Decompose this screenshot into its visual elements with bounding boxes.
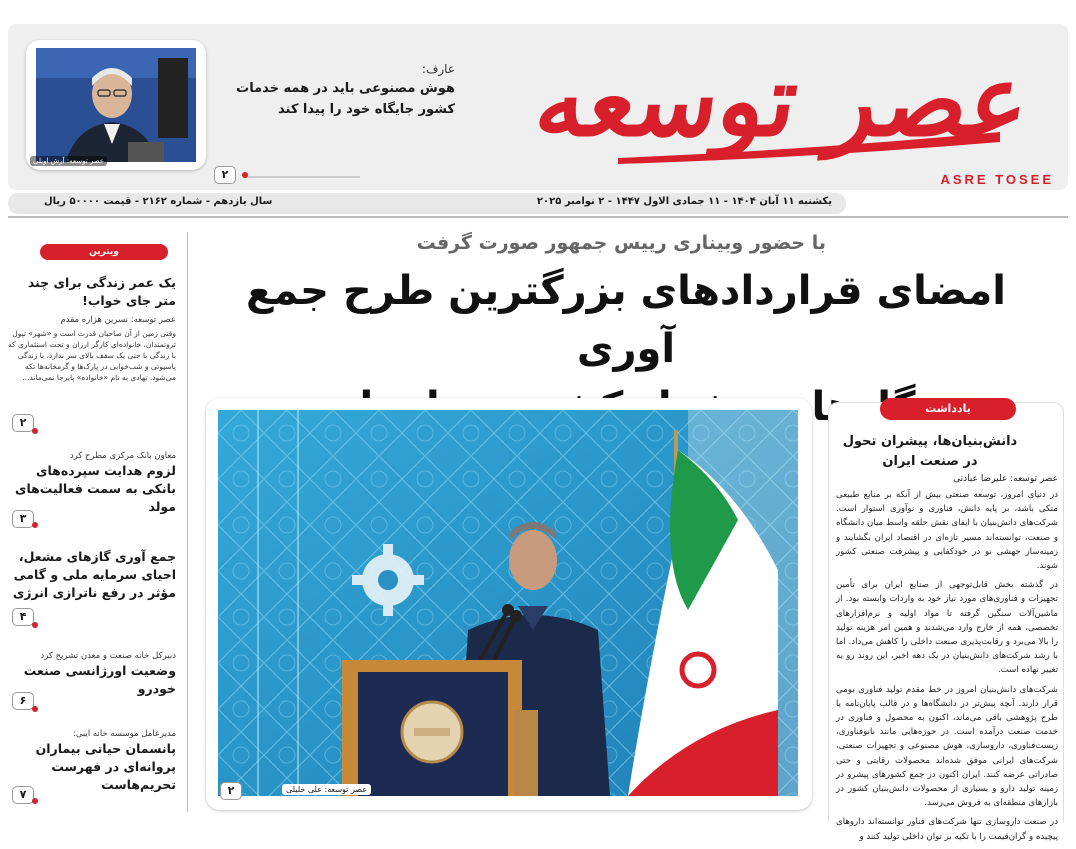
page-number-badge[interactable]: ۲ <box>214 166 236 184</box>
sidebar-story[interactable] <box>6 728 176 794</box>
editorial-paragraph: شرکت‌های دانش‌بنیان امروز در خط مقدم تولید فناوری بومی قرار دارند. آنچه پیش‌تر در دانشگاه‌ها و در قالب پایان‌نامه یا طرح پژوهشی باقی می‌ماند، اکنون به محصول و فناوری در خدمت صنعت درآمده است. در حوزه‌هایی مانند نانوفناوری، زیست‌فناوری، داروسازی، هوش مصنوعی و تجهیزات صنعتی، شرکت‌های ایرانی موفق شده‌اند محصولات رقابتی و حتی صادراتی عرضه کنند. ایران اکنون در جمع کشورهای پیشرو در زمینه تولید دارو و بسیاری از محصولات دانش‌بنیان کشور در بازارهای منطقه‌ای به فروش می‌رسد. <box>836 684 1058 809</box>
page-number-badge[interactable]: ۲ <box>12 414 34 432</box>
dot-icon <box>32 622 38 628</box>
page-number-badge[interactable]: ۳ <box>12 510 34 528</box>
story-title: جمع آوری گازهای مشعل، احیای سرمایه ملی و گامی مؤثر در رفع ناترازی انرژی <box>12 549 176 600</box>
photo-credit: عصر توسعه: آرش اویلی <box>30 156 107 166</box>
photo-credit: عصر توسعه: علی خلیلی <box>282 784 371 795</box>
story-title: یک عمر زندگی برای چند متر جای خواب! <box>27 275 176 308</box>
editorial-body <box>836 488 1058 849</box>
page-number-badge[interactable]: ۷ <box>12 786 34 804</box>
divider <box>245 176 360 178</box>
dot-icon <box>242 172 248 178</box>
editorial-title[interactable]: دانش‌بنیان‌ها، پیشران تحول در صنعت ایران <box>842 434 1018 469</box>
story-kicker: مدیرعامل موسسه خانه ایبی: <box>72 729 176 739</box>
issue-info: سال یازدهم - شماره ۲۱۶۲ - قیمت ۵۰۰۰۰ ریال <box>44 196 273 207</box>
quote-title: هوش مصنوعی باید در همه خدمات کشور جایگاه خود را پیدا کند <box>236 81 455 117</box>
president-speech-image <box>218 410 798 796</box>
main-photo <box>218 410 798 796</box>
sidebar-story[interactable] <box>6 548 176 602</box>
headline-kicker: با حضور وبیناری رییس جمهور صورت گرفت <box>416 232 826 254</box>
logo-latin: ASRE TOSEE <box>940 172 1054 187</box>
story-author: عصر توسعه: نسرین هزاره مقدم <box>60 315 176 325</box>
editorial-paragraph: در گذشته بخش قابل‌توجهی از صنایع ایران برای تأمین تجهیزات و فناوری‌های مورد نیاز خود به واردات وابسته بود. از ماشین‌آلات سنگین گرفته تا مواد اولیه و نرم‌افزارهای تخصصی، همه از خارج وارد می‌شدند و همین امر هزینه تولید را بالا می‌برد و رقابت‌پذیری صنعت داخلی را کاهش می‌داد. اما با رشد شرکت‌های دانش‌بنیان در یک دهه اخیر، این روند رو به تغییر نهاده است. <box>836 580 1058 676</box>
dot-icon <box>32 428 38 434</box>
issue-date: یکشنبه ۱۱ آبان ۱۴۰۴ - ۱۱ جمادی الاول ۱۴۴۷ - ۲ نوامبر ۲۰۲۵ <box>536 196 832 207</box>
newspaper-logo[interactable] <box>528 24 1058 184</box>
story-body: وقتی زمین از آن صاحبان قدرت است و «شهر» تیول ثروتمندان، خانواده‌ای کارگر ارزان و تحت استثماری که با زندگی با حتی یک سقف بالای سر ندارد، با زندگی پاسیوتی و شب‌خوابی در پارک‌ها و گرمخانه‌ها تکه می‌شود. تهادی به نام «خانواده» پایرجا نمی‌ماند... <box>8 329 176 382</box>
story-title: پانسمان حیاتی بیماران پروانه‌ای در فهرست تحریم‌هاست <box>35 741 176 792</box>
portrait-card[interactable] <box>26 40 206 170</box>
dot-icon <box>32 522 38 528</box>
page-number-badge[interactable]: ۲ <box>220 782 242 800</box>
story-kicker: معاون بانک مرکزی مطرح کرد <box>69 451 176 461</box>
page-number-badge[interactable]: ۶ <box>12 692 34 710</box>
editorial-tab[interactable]: یادداشت <box>880 398 1016 420</box>
logo-wordmark: عصر توسعه <box>528 44 1037 159</box>
editorial-paragraph: در صنعت داروسازی تنها شرکت‌های فناور توانسته‌اند داروهای پیچیده و گران‌قیمت را با تکیه بر توان داخلی تولید کنند و <box>836 817 1058 842</box>
sidebar-story[interactable] <box>6 274 176 383</box>
divider <box>8 216 1068 218</box>
quote-kicker: عارف: <box>421 62 455 76</box>
dot-icon <box>32 798 38 804</box>
sidebar-tab[interactable]: ویترین <box>40 244 168 260</box>
story-kicker: دبیرکل خانه صنعت و معدن تشریح کرد <box>40 651 176 661</box>
top-quote-teaser[interactable] <box>215 62 455 120</box>
sidebar-story[interactable] <box>6 450 176 516</box>
editorial-author: عصر توسعه: علیرضا عبادتی <box>953 474 1058 484</box>
sidebar-story[interactable] <box>6 650 176 698</box>
page-number-badge[interactable]: ۴ <box>12 608 34 626</box>
editorial-paragraph: در دنیای امروز، توسعه صنعتی بیش از آنکه بر منابع طبیعی متکی باشد، بر پایه دانش، فناوری و نوآوری استوار است. شرکت‌های دانش‌بنیان با ایفای نقش حلقه واسط میان دانشگاه و صنعت، توانسته‌اند مسیر تازه‌ای در اقتصاد ایران بگشایند و زمینه‌ساز جهشی نو در خودکفایی و پیشرفت صنعتی کشور شوند. <box>836 490 1058 572</box>
headline-line: امضای قراردادهای بزرگترین طرح جمع آوری <box>245 268 1007 372</box>
portrait-image <box>36 48 196 162</box>
story-title: وضعیت اورژانسی صنعت خودرو <box>23 663 176 696</box>
portrait-photo <box>36 48 196 162</box>
story-title: لزوم هدایت سپرده‌های بانکی به سمت فعالیت‌های مولد <box>14 463 176 514</box>
dot-icon <box>32 706 38 712</box>
